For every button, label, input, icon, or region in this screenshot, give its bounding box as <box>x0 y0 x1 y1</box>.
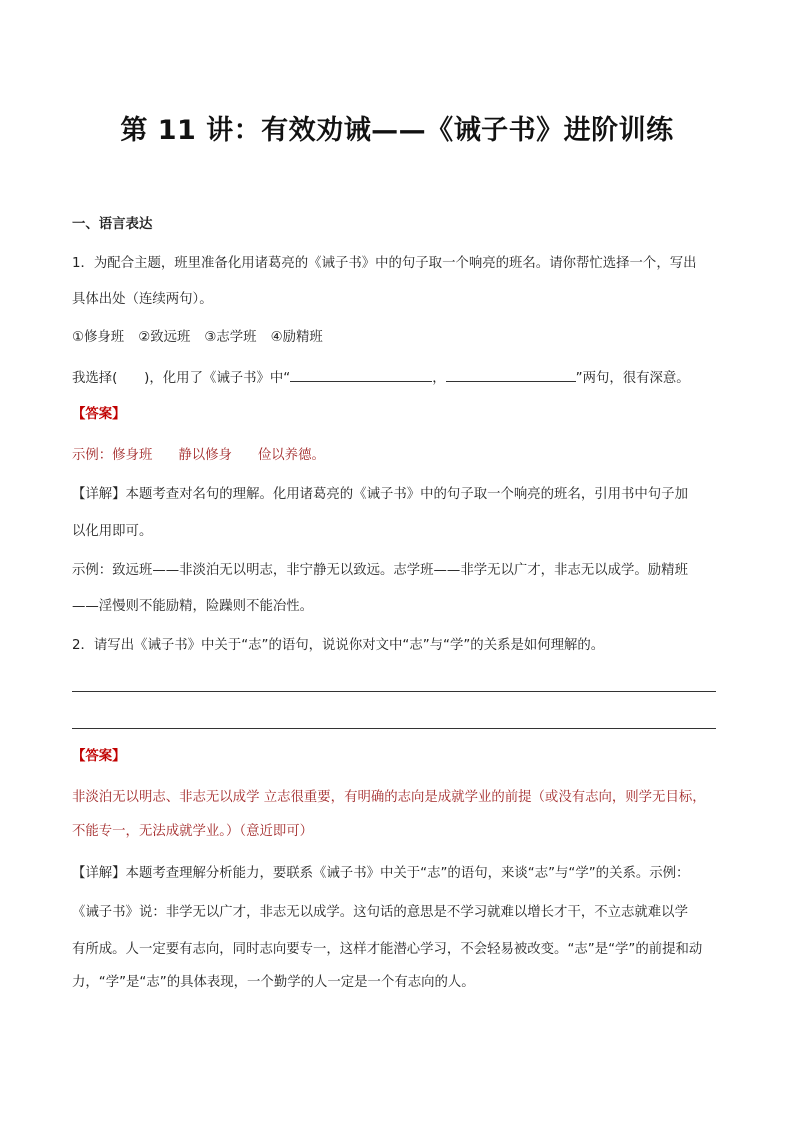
q1-fill-sep: ， <box>432 371 446 386</box>
q1-example-line1: 示例：致远班——非淡泊无以明志，非宁静无以致远。志学班——非学无以广才，非志无以成学。励精班 <box>72 563 688 578</box>
q1-fill-sentence <box>72 367 690 389</box>
fill-blank-2[interactable] <box>446 367 576 382</box>
q1-detail-line2: 以化用即可。 <box>72 524 153 539</box>
option-2: ②致远班 <box>138 330 191 345</box>
q2-detail-line3: 有所成。人一定要有志向，同时志向要专一，这样才能潜心学习，不会轻易被改变。“志”是“学”的前提和动 <box>72 942 703 957</box>
option-4: ④励精班 <box>270 330 323 345</box>
q2-answer-line1: 非淡泊无以明志、非志无以成学 立志很重要，有明确的志向是成就学业的前提（或没有志向，则学无目标， <box>72 790 706 805</box>
q1-fill-part1: 我选择( )，化用了《诫子书》中“ <box>72 371 291 386</box>
q1-options <box>72 328 323 348</box>
q1-stem-line2: 具体出处（连续两句）。 <box>72 292 213 307</box>
q2-stem: 2．请写出《诫子书》中关于“志”的语句，说说你对文中“志”与“学”的关系是如何理解的。 <box>72 638 605 653</box>
option-1: ①修身班 <box>72 330 125 345</box>
q1-detail-line1: 【详解】本题考查对名句的理解。化用诸葛亮的《诫子书》中的句子取一个响亮的班名，引用书中句子加 <box>72 487 688 502</box>
q1-fill-part2: ”两句，很有深意。 <box>575 371 690 386</box>
q2-detail-line2: 《诫子书》说：非学无以广才，非志无以成学。这句话的意思是不学习就难以增长才干，不立志就难以学 <box>72 905 688 920</box>
answer-line-1[interactable] <box>72 691 716 692</box>
q1-answer-part1: 示例：修身班 <box>72 448 153 463</box>
fill-blank-1[interactable] <box>290 367 432 382</box>
q2-answer-line2: 不能专一，无法成就学业。）（意近即可） <box>72 824 314 839</box>
q2-answer-tag: 【答案】 <box>72 749 126 764</box>
q2-detail-line1: 【详解】本题考查理解分析能力，要联系《诫子书》中关于“志”的语句，来谈“志”与“学”的关系。示例： <box>72 866 690 881</box>
q1-answer-tag: 【答案】 <box>72 407 126 422</box>
page-title: 第 11 讲：有效劝诫——《诫子书》进阶训练 <box>120 115 674 146</box>
answer-line-2[interactable] <box>72 728 716 729</box>
q1-answer-part2: 静以修身 <box>178 448 232 463</box>
option-3: ③志学班 <box>204 330 257 345</box>
q1-stem-line1: 1．为配合主题，班里准备化用诸葛亮的《诫子书》中的句子取一个响亮的班名。请你帮忙选择一个，写出 <box>72 256 697 271</box>
section-heading: 一、语言表达 <box>72 217 153 232</box>
q1-answer <box>72 446 325 466</box>
q2-detail-line4: 力，“学”是“志”的具体表现，一个勤学的人一定是一个有志向的人。 <box>72 975 475 990</box>
q1-example-line2: ——淫慢则不能励精，险躁则不能冶性。 <box>72 599 314 614</box>
q1-answer-part3: 俭以养德。 <box>257 448 325 463</box>
